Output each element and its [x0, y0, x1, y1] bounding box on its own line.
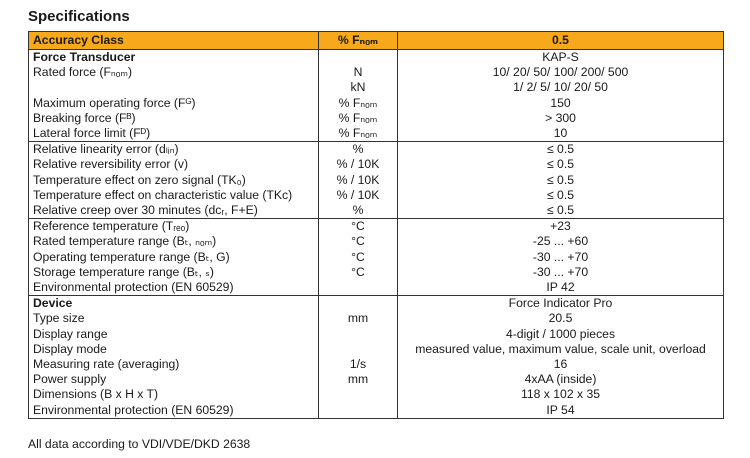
- page-title: Specifications: [28, 8, 130, 25]
- row-unit: %: [319, 142, 398, 158]
- row-label: Display mode: [29, 342, 319, 357]
- row-unit: °C: [319, 234, 398, 249]
- row-value: IP 54: [398, 403, 724, 419]
- table-row: [29, 173, 724, 188]
- table-row: [29, 357, 724, 372]
- row-label: Reference temperature (Tᵣₑₒ): [29, 219, 319, 235]
- row-unit: mm: [319, 311, 398, 326]
- row-unit: [319, 327, 398, 342]
- row-unit: [319, 296, 398, 312]
- row-unit: % Fₙₒₘ: [319, 96, 398, 111]
- row-label: Rated force (Fₙₒₘ): [29, 65, 319, 80]
- row-label: Temperature effect on zero signal (TK₀): [29, 173, 319, 188]
- table-row: [29, 403, 724, 419]
- row-value: ≤ 0.5: [398, 142, 724, 158]
- table-row: [29, 234, 724, 249]
- row-unit: kN: [319, 80, 398, 95]
- row-unit: [319, 387, 398, 402]
- table-row: [29, 203, 724, 219]
- row-value: ≤ 0.5: [398, 157, 724, 172]
- row-label: Relative linearity error (dₗᵢₙ): [29, 142, 319, 158]
- row-unit: % / 10K: [319, 188, 398, 203]
- row-label: Environmental protection (EN 60529): [29, 403, 319, 419]
- row-label: Device: [29, 296, 319, 312]
- row-value: 10/ 20/ 50/ 100/ 200/ 500: [398, 65, 724, 80]
- row-label: Power supply: [29, 372, 319, 387]
- header-unit: % Fₙₒₘ: [319, 32, 398, 50]
- row-value: IP 42: [398, 280, 724, 296]
- table-row: [29, 342, 724, 357]
- row-value: 1/ 2/ 5/ 10/ 20/ 50: [398, 80, 724, 95]
- row-label: Environmental protection (EN 60529): [29, 280, 319, 296]
- row-label: Force Transducer: [29, 50, 319, 66]
- row-label: Measuring rate (averaging): [29, 357, 319, 372]
- row-unit: [319, 342, 398, 357]
- row-value: ≤ 0.5: [398, 173, 724, 188]
- table-row: [29, 111, 724, 126]
- table-row: [29, 265, 724, 280]
- row-unit: [319, 50, 398, 66]
- table-row: [29, 372, 724, 387]
- row-label: Temperature effect on characteristic value (TKᴄ): [29, 188, 319, 203]
- row-label: Maximum operating force (Fᴳ): [29, 96, 319, 111]
- row-value: 20.5: [398, 311, 724, 326]
- row-label: Storage temperature range (Bₜ, ₛ): [29, 265, 319, 280]
- row-value: KAP-S: [398, 50, 724, 66]
- row-label: Relative reversibility error (v): [29, 157, 319, 172]
- table-row: [29, 96, 724, 111]
- row-label: Display range: [29, 327, 319, 342]
- footnote: All data according to VDI/VDE/DKD 2638: [28, 437, 251, 451]
- row-value: measured value, maximum value, scale unit, overload: [398, 342, 724, 357]
- header-value: 0.5: [398, 32, 724, 50]
- table-row: [29, 387, 724, 402]
- row-value: +23: [398, 219, 724, 235]
- row-value: Force Indicator Pro: [398, 296, 724, 312]
- row-unit: °C: [319, 265, 398, 280]
- table-row: [29, 142, 724, 158]
- row-unit: [319, 280, 398, 296]
- row-unit: %: [319, 203, 398, 219]
- row-unit: % Fₙₒₘ: [319, 111, 398, 126]
- table-row: [29, 157, 724, 172]
- row-value: 10: [398, 126, 724, 142]
- table-row: [29, 188, 724, 203]
- row-value: ≤ 0.5: [398, 203, 724, 219]
- table-row: [29, 296, 724, 312]
- row-label: [29, 80, 319, 95]
- row-value: 4-digit / 1000 pieces: [398, 327, 724, 342]
- table-header-row: [29, 32, 724, 50]
- row-value: 4xAA (inside): [398, 372, 724, 387]
- table-row: [29, 311, 724, 326]
- table-row: [29, 80, 724, 95]
- row-label: Dimensions (B x H x T): [29, 387, 319, 402]
- row-unit: % / 10K: [319, 173, 398, 188]
- row-label: Rated temperature range (Bₜ, ₙₒₘ): [29, 234, 319, 249]
- row-value: ≤ 0.5: [398, 188, 724, 203]
- table-row: [29, 65, 724, 80]
- row-label: Lateral force limit (Fᴰ): [29, 126, 319, 142]
- row-label: Type size: [29, 311, 319, 326]
- row-unit: % / 10K: [319, 157, 398, 172]
- row-unit: 1/s: [319, 357, 398, 372]
- row-unit: °C: [319, 219, 398, 235]
- table-row: [29, 250, 724, 265]
- row-label: Operating temperature range (Bₜ, G): [29, 250, 319, 265]
- row-value: 150: [398, 96, 724, 111]
- table-row: [29, 280, 724, 296]
- row-value: -25 ... +60: [398, 234, 724, 249]
- table-row: [29, 219, 724, 235]
- row-value: > 300: [398, 111, 724, 126]
- row-unit: % Fₙₒₘ: [319, 126, 398, 142]
- row-unit: mm: [319, 372, 398, 387]
- row-value: 118 x 102 x 35: [398, 387, 724, 402]
- row-label: Breaking force (Fᴮ): [29, 111, 319, 126]
- specifications-table: [28, 31, 724, 419]
- table-row: [29, 50, 724, 66]
- row-value: -30 ... +70: [398, 250, 724, 265]
- row-value: 16: [398, 357, 724, 372]
- row-value: -30 ... +70: [398, 265, 724, 280]
- header-label: Accuracy Class: [29, 32, 319, 50]
- row-label: Relative creep over 30 minutes (dᴄᵣ, F+E): [29, 203, 319, 219]
- row-unit: [319, 403, 398, 419]
- row-unit: N: [319, 65, 398, 80]
- row-unit: °C: [319, 250, 398, 265]
- table-row: [29, 126, 724, 142]
- table-row: [29, 327, 724, 342]
